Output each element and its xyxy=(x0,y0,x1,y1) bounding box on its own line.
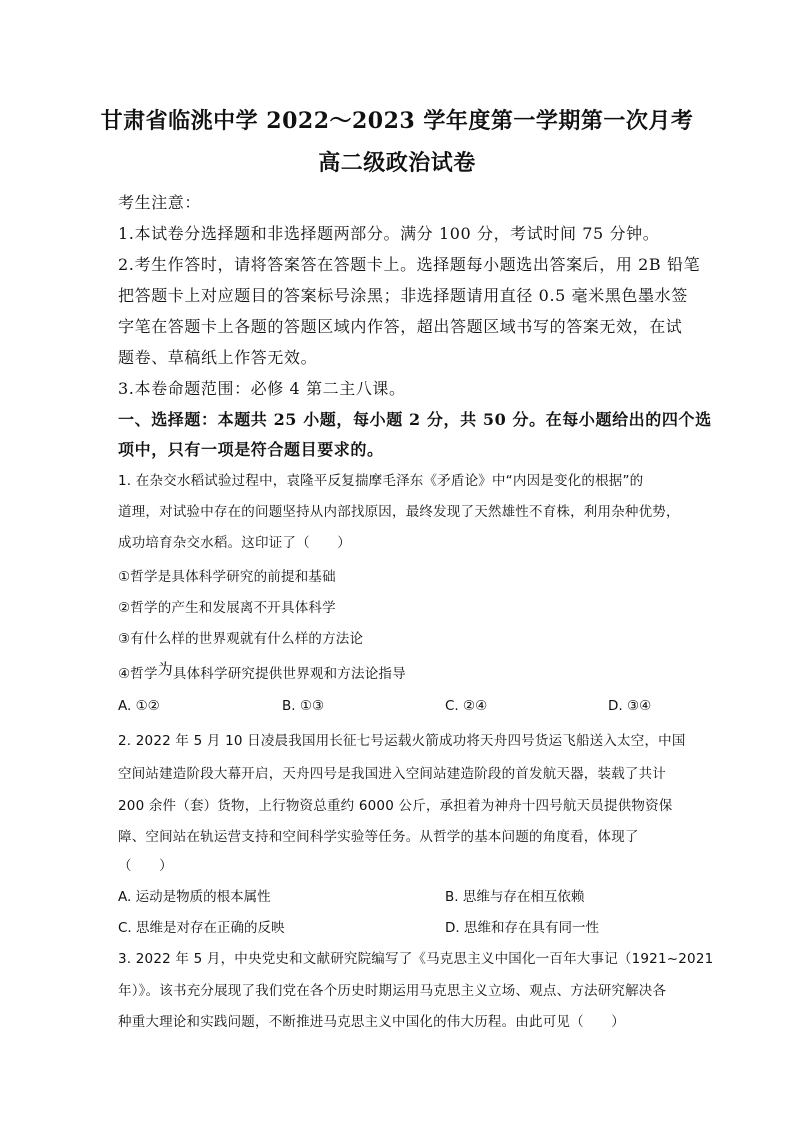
q3-stem-line-3: 种重大理论和实践问题，不断推进马克思主义中国化的伟大历程。由此可见（ ） xyxy=(118,1014,625,1030)
q1-stem-line-1: 1. 在杂交水稻试验过程中，袁隆平反复揣摩毛泽东《矛盾论》中“内因是变化的根据”的 xyxy=(118,473,644,489)
notice-line-2: 2.考生作答时，请将答案答在答题卡上。选择题每小题选出答案后，用 2B 铅笔 xyxy=(118,255,701,274)
q1-statement-2: ②哲学的产生和发展离不开具体科学 xyxy=(118,600,336,616)
q1-option-b: B. ①③ xyxy=(282,698,325,714)
notice-heading: 考生注意： xyxy=(118,193,202,212)
q1-option-d: D. ③④ xyxy=(608,698,652,714)
section-heading-line-2: 项中，只有一项是符合题目要求的。 xyxy=(118,440,384,459)
q1-statement-3: ③有什么样的世界观就有什么样的方法论 xyxy=(118,631,364,647)
q2-option-a: A. 运动是物质的根本属性 xyxy=(118,889,271,905)
q1-statement-4-pre: ④哲学 xyxy=(118,666,158,682)
q1-option-c: C. ②④ xyxy=(445,698,488,714)
notice-line-1: 1.本试卷分选择题和非选择题两部分。满分 100 分，考试时间 75 分钟。 xyxy=(118,224,660,243)
q2-option-b: B. 思维与存在相互依赖 xyxy=(445,889,585,905)
notice-line-4: 字笔在答题卡上各题的答题区域内作答，超出答题区域书写的答案无效，在试 xyxy=(118,317,683,336)
notice-line-5: 题卷、草稿纸上作答无效。 xyxy=(118,348,318,367)
notice-line-3: 把答题卡上对应题目的答案标号涂黑；非选择题请用直径 0.5 毫米黑色墨水签 xyxy=(118,286,688,305)
q2-stem-line-3: 200 余件（套）货物，上行物资总重约 6000 公斤，承担着为神舟十四号航天员提供物资保 xyxy=(118,798,673,814)
exam-subtitle: 高二级政治试卷 xyxy=(318,150,476,176)
section-heading-line-1: 一、选择题：本题共 25 小题，每小题 2 分，共 50 分。在每小题给出的四个选 xyxy=(118,410,712,429)
q1-statement-4 xyxy=(118,662,678,683)
notice-line-6: 3.本卷命题范围：必修 4 第二主八课。 xyxy=(118,379,406,398)
q1-stem-line-3: 成功培育杂交水稻。这印证了（ ） xyxy=(118,535,351,551)
q2-option-d: D. 思维和存在具有同一性 xyxy=(445,920,599,936)
q2-stem-line-4: 障、空间站在轨运营支持和空间科学实验等任务。从哲学的基本问题的角度看，体现了 xyxy=(118,829,639,845)
q2-option-c: C. 思维是对存在正确的反映 xyxy=(118,920,285,936)
q2-stem-line-5: （ ） xyxy=(118,858,173,874)
exam-title: 甘肃省临洮中学 2022～2023 学年度第一学期第一次月考 xyxy=(100,108,694,134)
q1-statement-4-post: 具体科学研究提供世界观和方法论指导 xyxy=(172,666,406,682)
q3-stem-line-2: 年）》。该书充分展现了我们党在各个历史时期运用马克思主义立场、观点、方法研究解决各 xyxy=(118,983,667,999)
q1-stem-line-2: 道理，对试验中存在的问题坚持从内部找原因，最终发现了天然雄性不育株，利用杂种优势， xyxy=(118,504,680,520)
q3-stem-line-1: 3. 2022 年 5 月，中央党史和文献研究院编写了《马克思主义中国化一百年大事记（1921~2021 xyxy=(118,951,714,967)
q1-statement-4-sup: 为 xyxy=(157,660,173,678)
q2-stem-line-1: 2. 2022 年 5 月 10 日凌晨我国用长征七号运载火箭成功将天舟四号货运飞船送入太空，中国 xyxy=(118,733,686,749)
q2-stem-line-2: 空间站建造阶段大幕开启，天舟四号是我国进入空间站建造阶段的首发航天器，装载了共计 xyxy=(118,766,666,782)
q1-option-a: A. ①② xyxy=(118,698,160,714)
q1-statement-1: ①哲学是具体科学研究的前提和基础 xyxy=(118,569,336,585)
